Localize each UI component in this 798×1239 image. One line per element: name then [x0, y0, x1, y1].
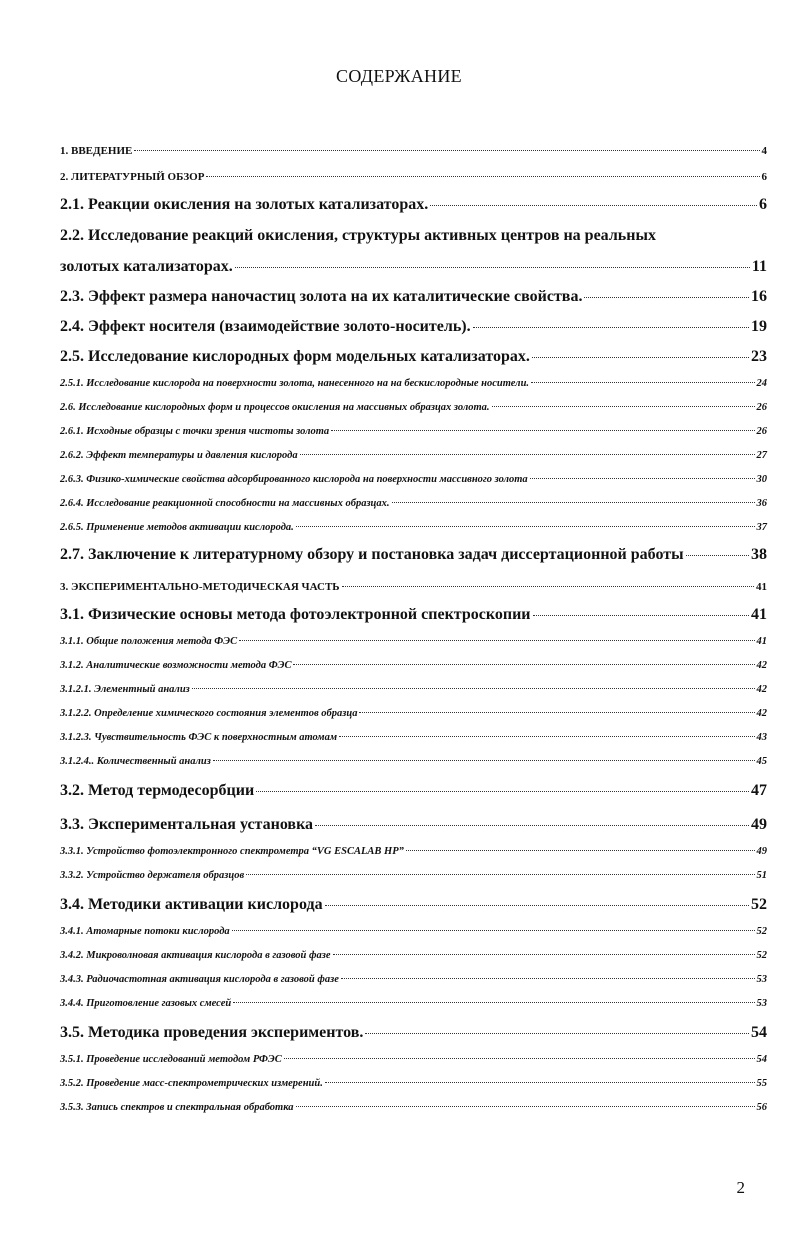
toc-entry[interactable]: [60, 630, 767, 654]
toc-entry-label: 2.1. Реакции окисления на золотых катализаторах.: [60, 196, 429, 213]
toc-entry[interactable]: [60, 570, 767, 600]
dot-leader: [213, 760, 755, 761]
toc-entry-label: 3.1. Физические основы метода фотоэлектронной спектроскопии: [60, 606, 531, 623]
toc-entry-label: 2.4. Эффект носителя (взаимодействие золото-носитель).: [60, 318, 471, 335]
toc-entry-label: 3.4.4. Приготовление газовых смесей: [60, 998, 232, 1009]
toc-entry[interactable]: [60, 396, 767, 420]
dot-leader: [239, 640, 754, 641]
toc-entry[interactable]: [60, 806, 767, 840]
dot-leader: [686, 555, 749, 556]
toc-entry[interactable]: [60, 992, 767, 1016]
toc-entry-page: 42: [756, 708, 767, 719]
toc-entry-page: 45: [756, 756, 767, 767]
toc-entry-label: 3.4.1. Атомарные потоки кислорода: [60, 926, 230, 937]
toc-entry[interactable]: [60, 220, 767, 251]
dot-leader: [315, 825, 749, 826]
dot-leader: [430, 205, 757, 206]
toc-entry[interactable]: [60, 282, 767, 312]
toc-entry-label: 3.3.1. Устройство фотоэлектронного спектрометра “VG ESCALAB HP”: [60, 846, 404, 857]
dot-leader: [341, 978, 755, 979]
toc-entry-label: 3.4.3. Радиочастотная активация кислорода в газовой фазе: [60, 974, 339, 985]
toc-entry-label: 3.4. Методики активации кислорода: [60, 896, 323, 913]
toc-entry-label: 3.1.2.4.. Количественный анализ: [60, 756, 211, 767]
toc-entry[interactable]: [60, 750, 767, 774]
toc-entry-label: 3.5. Методика проведения экспериментов.: [60, 1024, 364, 1041]
toc-entry[interactable]: [60, 138, 767, 164]
toc-entry-label: 3.1.1. Общие положения метода ФЭС: [60, 636, 238, 647]
toc-entry-page: 6: [761, 171, 767, 183]
toc-entry[interactable]: [60, 944, 767, 968]
toc-entry-page: 52: [756, 950, 767, 961]
toc-entry-label: 2.6. Исследование кислородных форм и процессов окисления на массивных образцах золота.: [60, 402, 490, 413]
toc-entry[interactable]: [60, 1072, 767, 1096]
toc-entry-page: 4: [761, 145, 767, 157]
toc-entry-page: 19: [751, 318, 767, 335]
toc-entry-label: 3.5.1. Проведение исследований методом РФЭС: [60, 1054, 282, 1065]
toc-entry-label: 3.1.2.2. Определение химического состояния элементов образца: [60, 708, 358, 719]
toc-entry[interactable]: [60, 968, 767, 992]
dot-leader: [134, 150, 759, 151]
toc-entry-label: 2.5.1. Исследование кислорода на поверхности золота, нанесенного на на бескислородные носители.: [60, 378, 530, 389]
dot-leader: [256, 791, 749, 792]
dot-leader: [339, 736, 754, 737]
toc-entry-page: 24: [756, 378, 767, 389]
dot-leader: [392, 502, 755, 503]
toc-entry-page: 6: [759, 196, 767, 213]
toc-entry-page: 56: [756, 1102, 767, 1113]
dot-leader: [206, 176, 759, 177]
toc-entry-page: 52: [756, 926, 767, 937]
toc-entry-label: 3. ЭКСПЕРИМЕНТАЛЬНО-МЕТОДИЧЕСКАЯ ЧАСТЬ: [60, 581, 340, 593]
table-of-contents: [60, 138, 767, 1120]
dot-leader: [359, 712, 754, 713]
toc-entry-page: 38: [751, 546, 767, 563]
toc-entry[interactable]: [60, 726, 767, 750]
toc-entry[interactable]: [60, 678, 767, 702]
page-number: 2: [736, 1178, 745, 1197]
toc-entry[interactable]: [60, 1096, 767, 1120]
toc-entry-label: 3.2. Метод термодесорбции: [60, 782, 255, 799]
toc-entry-label: 2.6.5. Применение методов активации кислорода.: [60, 522, 294, 533]
toc-entry[interactable]: [60, 372, 767, 396]
toc-entry[interactable]: [60, 1016, 767, 1048]
toc-entry-label: 1. ВВЕДЕНИЕ: [60, 145, 133, 157]
toc-entry-label: 3.1.2.3. Чувствительность ФЭС к поверхностным атомам: [60, 732, 338, 743]
toc-entry-label: 2.6.4. Исследование реакционной способности на массивных образцах.: [60, 498, 390, 509]
toc-entry-page: 49: [756, 846, 767, 857]
toc-entry-page: 41: [751, 606, 767, 623]
dot-leader: [365, 1033, 749, 1034]
dot-leader: [192, 688, 755, 689]
toc-entry-label: 2.6.3. Физико-химические свойства адсорбированного кислорода на поверхности массивного золота: [60, 474, 528, 485]
toc-entry-page: 47: [751, 782, 767, 799]
toc-entry[interactable]: [60, 1048, 767, 1072]
toc-entry-page: 23: [751, 348, 767, 365]
toc-entry[interactable]: [60, 888, 767, 920]
toc-entry-page: 55: [756, 1078, 767, 1089]
dot-leader: [293, 664, 754, 665]
toc-entry[interactable]: [60, 190, 767, 220]
toc-entry-page: 41: [756, 581, 767, 593]
toc-entry-label: 3.1.2.1. Элементный анализ: [60, 684, 190, 695]
toc-entry-label: 2.2. Исследование реакций окисления, структуры активных центров на реальных: [60, 227, 656, 244]
toc-entry[interactable]: [60, 702, 767, 726]
toc-entry[interactable]: [60, 420, 767, 444]
dot-leader: [246, 874, 754, 875]
dot-leader: [406, 850, 755, 851]
toc-entry-page: 43: [756, 732, 767, 743]
toc-entry-page: 54: [751, 1024, 767, 1041]
toc-entry-page: 52: [751, 896, 767, 913]
toc-entry[interactable]: [60, 654, 767, 678]
toc-entry[interactable]: [60, 600, 767, 630]
toc-entry-label: 3.5.3. Запись спектров и спектральная обработка: [60, 1102, 294, 1113]
dot-leader: [235, 267, 750, 268]
toc-entry-label: 2.3. Эффект размера наночастиц золота на их каталитические свойства.: [60, 288, 583, 305]
dot-leader: [232, 930, 755, 931]
dot-leader: [584, 297, 749, 298]
toc-entry[interactable]: [60, 492, 767, 516]
dot-leader: [333, 954, 755, 955]
toc-entry-label: 2. ЛИТЕРАТУРНЫЙ ОБЗОР: [60, 171, 205, 183]
toc-entry[interactable]: [60, 342, 767, 372]
dot-leader: [530, 478, 755, 479]
toc-entry-label: 2.7. Заключение к литературному обзору и постановка задач диссертационной работы: [60, 546, 684, 563]
dot-leader: [325, 1082, 755, 1083]
toc-entry[interactable]: [60, 920, 767, 944]
toc-entry-label-cont: золотых катализаторах.: [60, 258, 233, 275]
dot-leader: [233, 1002, 754, 1003]
dot-leader: [531, 382, 754, 383]
toc-entry-label: 3.1.2. Аналитические возможности метода ФЭС: [60, 660, 292, 671]
toc-entry-page: 27: [756, 450, 767, 461]
toc-entry-continuation[interactable]: [60, 251, 767, 282]
toc-entry-label: 3.3. Экспериментальная установка: [60, 816, 314, 833]
dot-leader: [284, 1058, 755, 1059]
dot-leader: [325, 905, 749, 906]
toc-entry[interactable]: [60, 312, 767, 342]
toc-entry-label: 3.3.2. Устройство держателя образцов: [60, 870, 245, 881]
dot-leader: [331, 430, 754, 431]
toc-entry-page: 30: [756, 474, 767, 485]
toc-entry-page: 36: [756, 498, 767, 509]
toc-entry-page: 41: [756, 636, 767, 647]
dot-leader: [300, 454, 755, 455]
dot-leader: [296, 1106, 755, 1107]
toc-entry-page: 53: [756, 998, 767, 1009]
dot-leader: [533, 615, 750, 616]
toc-entry[interactable]: [60, 516, 767, 540]
toc-entry[interactable]: [60, 864, 767, 888]
toc-entry-page: 53: [756, 974, 767, 985]
toc-entry-label: 2.5. Исследование кислородных форм модельных катализаторах.: [60, 348, 530, 365]
toc-entry-page: 42: [756, 660, 767, 671]
toc-entry-label: 2.6.1. Исходные образцы с точки зрения чистоты золота: [60, 426, 330, 437]
dot-leader: [492, 406, 755, 407]
toc-entry-page: 26: [756, 426, 767, 437]
dot-leader: [342, 586, 754, 587]
page-title: СОДЕРЖАНИЕ: [336, 66, 462, 86]
toc-entry[interactable]: [60, 840, 767, 864]
toc-entry-label: 3.5.2. Проведение масс-спектрометрических измерений.: [60, 1078, 323, 1089]
toc-entry-page: 37: [756, 522, 767, 533]
toc-entry-page: 49: [751, 816, 767, 833]
toc-entry-page: 26: [756, 402, 767, 413]
toc-entry[interactable]: [60, 164, 767, 190]
toc-entry[interactable]: [60, 468, 767, 492]
toc-entry-page: 42: [756, 684, 767, 695]
dot-leader: [473, 327, 749, 328]
toc-entry[interactable]: [60, 444, 767, 468]
toc-entry[interactable]: [60, 540, 767, 570]
toc-entry[interactable]: [60, 774, 767, 806]
toc-entry-page: 11: [751, 258, 767, 275]
toc-entry-page: 51: [756, 870, 767, 881]
dot-leader: [532, 357, 749, 358]
toc-entry-label: 3.4.2. Микроволновая активация кислорода в газовой фазе: [60, 950, 331, 961]
toc-entry-page: 16: [751, 288, 767, 305]
toc-entry-page: 54: [756, 1054, 767, 1065]
toc-entry-label: 2.6.2. Эффект температуры и давления кислорода: [60, 450, 298, 461]
dot-leader: [296, 526, 755, 527]
